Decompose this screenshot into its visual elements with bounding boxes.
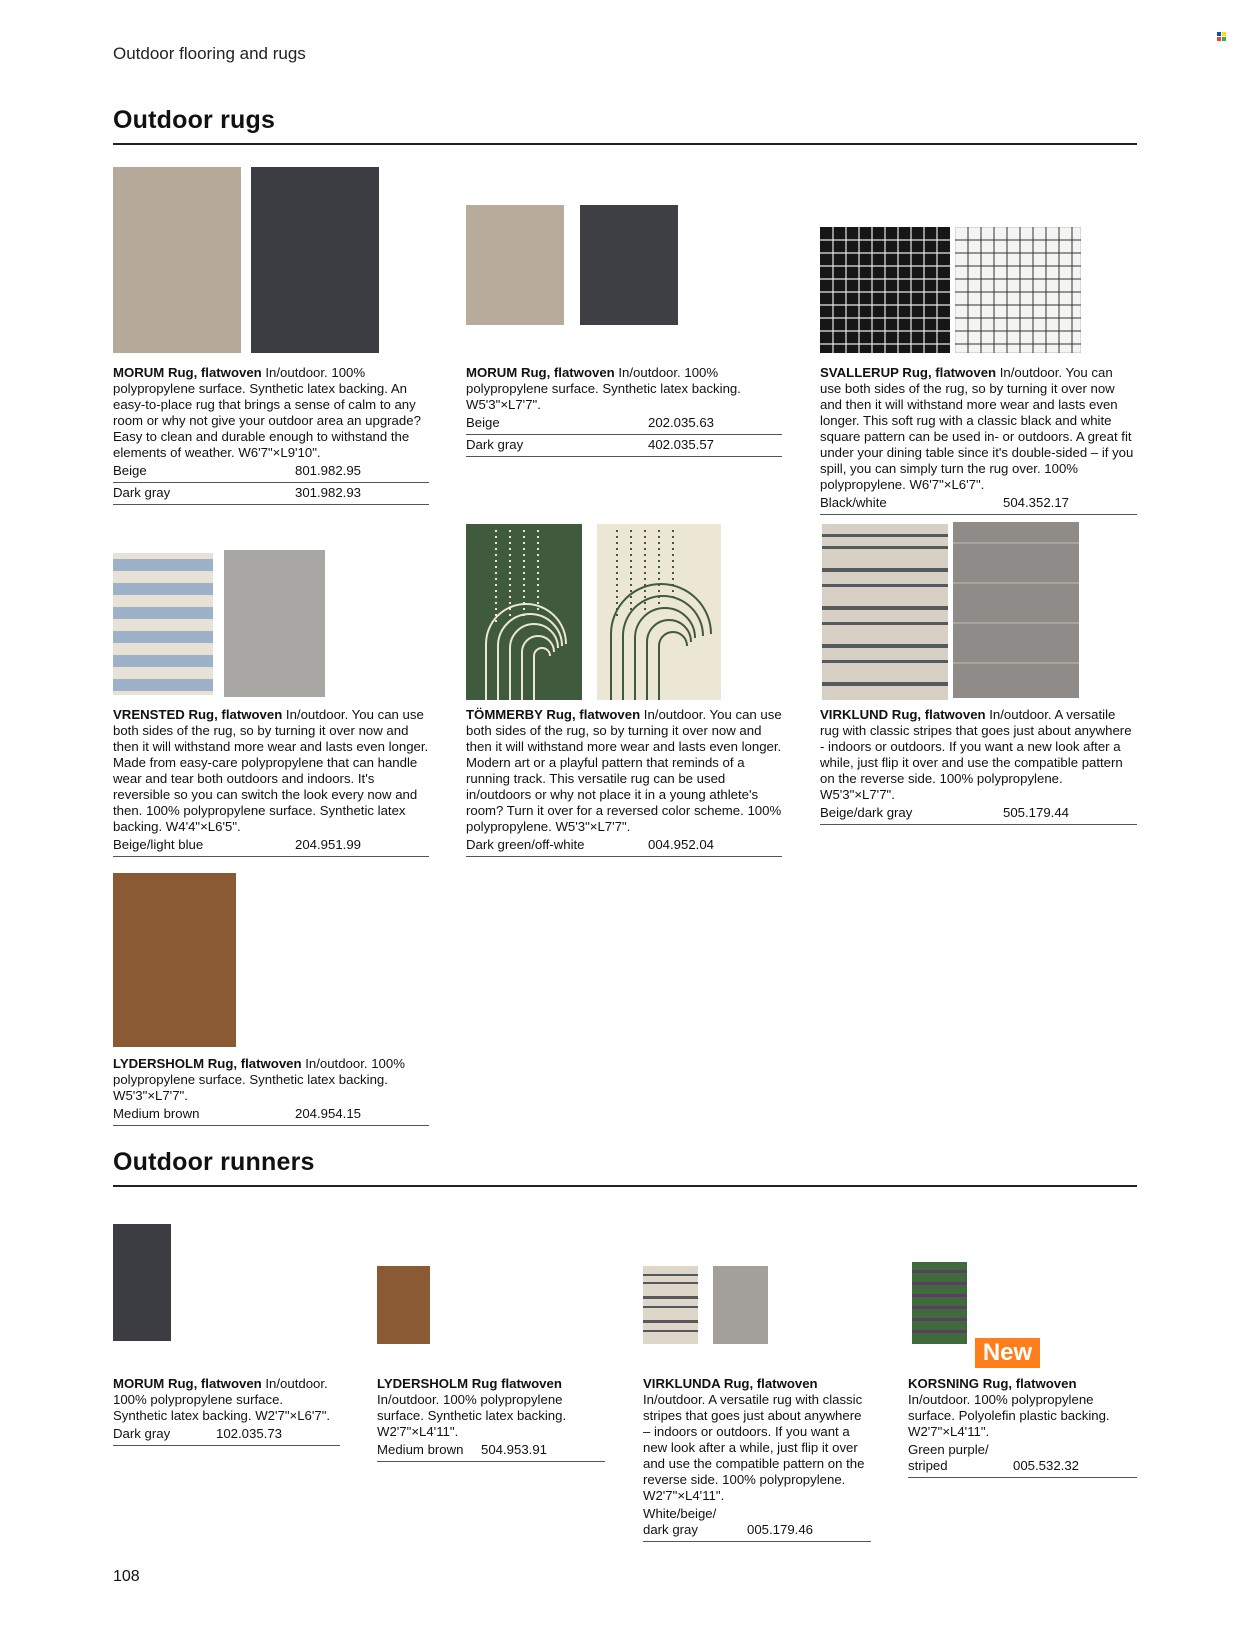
heading-outdoor-runners: Outdoor runners (113, 1148, 315, 1176)
product-description (908, 1376, 1137, 1440)
variant-row (113, 1104, 429, 1126)
runner-image-virklunda-striped (643, 1266, 698, 1344)
heading-divider (113, 1185, 1137, 1187)
runner-image-korsning (912, 1262, 967, 1344)
article-number: 005.179.46 (747, 1522, 814, 1537)
rug-image-tommerby-offwhite (597, 524, 721, 700)
product-description (820, 365, 1137, 493)
rug-image-morum-dark-gray (251, 167, 379, 353)
product-name: MORUM Rug, flatwoven (466, 365, 615, 380)
product-desc-text: In/outdoor. You can use both sides of the rug, so by turning it over now and then it will withstand more wear and lasts even longer. Made from easy-care polypropylene that can handle wear and tear both outdoors and indoors. It's reversible so you can switch the look every now and then. 100% polypropylene surface. Synthetic latex backing. W4'4"×L6'5". (113, 707, 429, 834)
product-desc-text: In/outdoor. You can use both sides of the rug, so by turning it over now and then it will withstand more wear and lasts even longer. This soft rug with a classic black and white square pattern can be used in- or outdoors. A great fit under your dining table since it's double-sided – if you spill, you can simply turn the rug over. 100% polypropylene. W6'7"×L6'7". (820, 365, 1134, 492)
variant-row (113, 483, 429, 505)
rug-image-morum-medium-beige (466, 205, 564, 325)
runner-image-virklunda-reverse (713, 1266, 768, 1344)
product-description (820, 707, 1137, 803)
variant-name: Dark gray (466, 437, 524, 452)
product-desc-text: In/outdoor. 100% polypropylene surface. Synthetic latex backing. W5'3"×L7'7". (113, 1056, 405, 1103)
product-morum-medium (466, 365, 782, 457)
article-number: 102.035.73 (216, 1426, 283, 1441)
rug-image-svallerup-black (820, 227, 950, 353)
variant-row (377, 1440, 605, 1462)
variant-row (820, 803, 1137, 825)
runner-morum (113, 1376, 340, 1446)
product-name: KORSNING Rug, flatwoven (908, 1376, 1077, 1391)
rug-image-lydersholm-brown (113, 873, 236, 1047)
rug-image-virklund-striped (822, 524, 948, 700)
product-desc-text: In/outdoor. 100% polypropylene surface. Polyolefin plastic backing. W2'7"×L4'11". (908, 1392, 1110, 1439)
variant-name: Beige (466, 415, 500, 430)
product-description (466, 365, 782, 413)
article-number: 202.035.63 (648, 415, 715, 430)
product-desc-text: In/outdoor. A versatile rug with classic stripes that goes just about anywhere - indoors or outdoors. If you want a new look after a while, just flip it over and use the compatible pattern on the reverse side. 100% polypropylene. W5'3"×L7'7". (820, 707, 1132, 802)
product-vrensted (113, 707, 429, 857)
rug-image-tommerby-green (466, 524, 582, 700)
rug-image-morum-medium-dark-gray (580, 205, 678, 325)
article-number: 204.954.15 (295, 1106, 362, 1121)
variant-row (908, 1440, 1137, 1478)
rug-image-vrensted-striped (113, 553, 213, 695)
article-number: 005.532.32 (1013, 1458, 1080, 1473)
product-description (113, 365, 429, 461)
runner-korsning (908, 1376, 1137, 1478)
product-lydersholm (113, 1056, 429, 1126)
variant-name: Dark gray (113, 1426, 171, 1441)
product-morum-large (113, 365, 429, 505)
rug-image-virklund-reverse (953, 522, 1079, 698)
article-number: 801.982.95 (295, 463, 362, 478)
heading-outdoor-rugs: Outdoor rugs (113, 106, 276, 134)
product-name: LYDERSHOLM Rug, flatwoven (113, 1056, 302, 1071)
product-tommerby (466, 707, 782, 857)
new-badge: New (975, 1338, 1040, 1368)
variant-row (466, 835, 782, 857)
article-number: 301.982.93 (295, 485, 362, 500)
product-name: TÖMMERBY Rug, flatwoven (466, 707, 641, 722)
product-description (113, 1056, 429, 1104)
variant-name: Beige/dark gray (820, 805, 913, 820)
product-desc-text: In/outdoor. 100% polypropylene surface. Synthetic latex backing. W5'3"×L7'7". (466, 365, 741, 412)
variant-name: Medium brown (377, 1442, 464, 1457)
product-desc-text: In/outdoor. You can use both sides of the rug, so by turning it over now and then it will withstand more wear and lasts even longer. Modern art or a playful pattern that reminds of a running track. This versatile rug can be used in/outdoors or why not place it in a young athlete's room? Turn it over for a reversed color scheme. 100% polypropylene. W5'3"×L7'7". (466, 707, 782, 834)
article-number: 504.953.91 (481, 1442, 548, 1457)
variant-name: Green purple/ striped (908, 1442, 989, 1473)
product-name: VIRKLUND Rug, flatwoven (820, 707, 986, 722)
variant-row (820, 493, 1137, 515)
variant-name: Dark gray (113, 485, 171, 500)
article-number: 204.951.99 (295, 837, 362, 852)
rug-image-vrensted-reverse (224, 550, 325, 697)
runner-image-morum (113, 1224, 171, 1341)
article-number: 402.035.57 (648, 437, 715, 452)
variant-row (643, 1504, 871, 1542)
variant-name: Beige (113, 463, 147, 478)
runner-virklunda (643, 1376, 871, 1542)
variant-name: Black/white (820, 495, 887, 510)
product-name: SVALLERUP Rug, flatwoven (820, 365, 997, 380)
product-description (643, 1376, 871, 1504)
section-label: Outdoor flooring and rugs (113, 44, 306, 63)
variant-row (113, 461, 429, 483)
product-desc-text: In/outdoor. A versatile rug with classic stripes that goes just about anywhere – indoors or outdoors. If you want a new look after a while, just flip it over and use the compatible pattern on the reverse side. 100% polypropylene. W2'7"×L4'11". (643, 1392, 865, 1503)
product-virklund (820, 707, 1137, 825)
product-name: MORUM Rug, flatwoven (113, 1376, 262, 1391)
product-desc-text: In/outdoor. 100% polypropylene surface. Synthetic latex backing. An easy-to-place rug that brings a sense of calm to any room or why not give your outdoor area an upgrade? Easy to clean and durable enough to withstand the elements of weather. W6'7"×L9'10". (113, 365, 421, 460)
rug-image-morum-beige (113, 167, 241, 353)
variant-row (466, 435, 782, 457)
article-number: 505.179.44 (1003, 805, 1070, 820)
product-desc-text: In/outdoor. 100% polypropylene surface. Synthetic latex backing. W2'7"×L4'11". (377, 1392, 567, 1439)
product-name: VRENSTED Rug, flatwoven (113, 707, 283, 722)
product-desc-text: In/outdoor. 100% polypropylene surface. Synthetic latex backing. W2'7"×L6'7". (113, 1376, 331, 1423)
page-number: 108 (113, 1568, 140, 1585)
rug-image-svallerup-white (955, 227, 1081, 353)
heading-divider (113, 143, 1137, 145)
product-name: MORUM Rug, flatwoven (113, 365, 262, 380)
variant-name: Medium brown (113, 1106, 200, 1121)
variant-name: Beige/light blue (113, 837, 204, 852)
article-number: 004.952.04 (648, 837, 715, 852)
variant-row (113, 835, 429, 857)
runner-lydersholm (377, 1376, 605, 1462)
product-name: VIRKLUNDA Rug, flatwoven (643, 1376, 818, 1391)
product-description (466, 707, 782, 835)
variant-row (113, 1424, 340, 1446)
article-number: 504.352.17 (1003, 495, 1070, 510)
product-name: LYDERSHOLM Rug flatwoven (377, 1376, 562, 1391)
variant-name: White/beige/ dark gray (643, 1506, 717, 1537)
runner-image-lydersholm (377, 1266, 430, 1344)
variant-name: Dark green/off-white (466, 837, 585, 852)
variant-row (466, 413, 782, 435)
product-description (113, 1376, 340, 1424)
product-description (113, 707, 429, 835)
product-description (377, 1376, 605, 1440)
product-svallerup (820, 365, 1137, 515)
brand-logo (1217, 32, 1226, 41)
